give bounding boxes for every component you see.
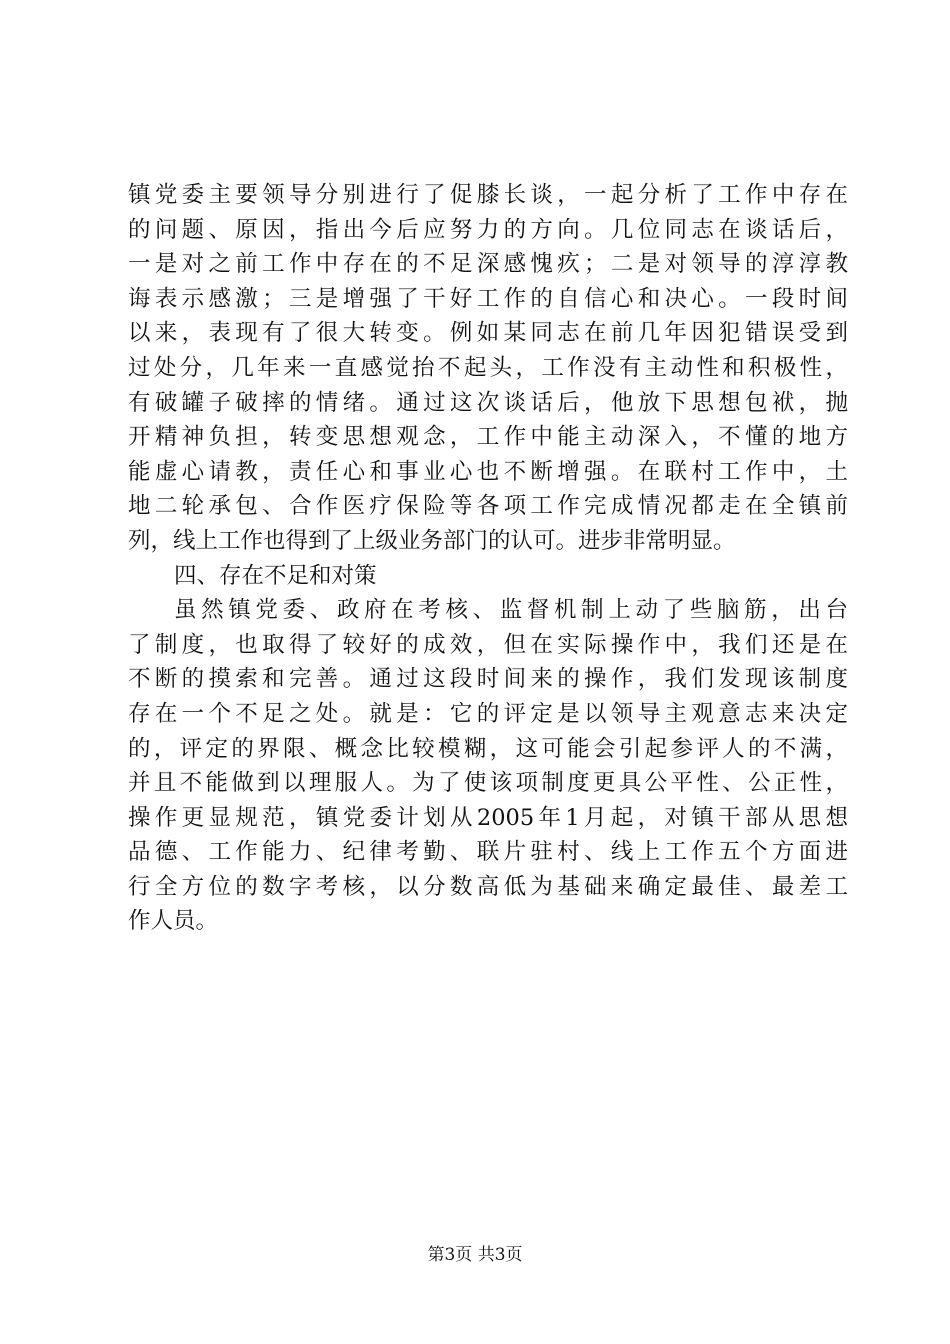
- paragraph-line: 诲表示感激；三是增强了干好工作的自信心和决心。一段时间: [128, 285, 848, 312]
- paragraph-line: 过处分，几年来一直感觉抬不起头，工作没有主动性和积极性，: [128, 354, 848, 381]
- paragraph-line: 的，评定的界限、概念比较模糊，这可能会引起参评人的不满，: [128, 735, 848, 762]
- paragraph-line: 能虚心请教，责任心和事业心也不断增强。在联村工作中，土: [128, 458, 848, 485]
- document-body: [128, 178, 848, 939]
- paragraph-line: 地二轮承包、合作医疗保险等各项工作完成情况都走在全镇前: [128, 493, 848, 520]
- paragraph-line: 有破罐子破摔的情绪。通过这次谈话后，他放下思想包袱，抛: [128, 389, 848, 416]
- paragraph-line: 列，线上工作也得到了上级业务部门的认可。进步非常明显。: [128, 527, 736, 554]
- paragraph-line: 操作更显规范，镇党委计划从2005年1月起，对镇干部从思想: [128, 804, 848, 831]
- paragraph-line: 一是对之前工作中存在的不足深感愧疚；二是对领导的淳淳教: [128, 251, 848, 278]
- paragraph-line: 了制度，也取得了较好的成效，但在实际操作中，我们还是在: [128, 631, 848, 658]
- paragraph-line: 并且不能做到以理服人。为了使该项制度更具公平性、公正性，: [128, 770, 848, 797]
- paragraph-line: 品德、工作能力、纪律考勤、联片驻村、线上工作五个方面进: [128, 839, 848, 866]
- paragraph-line: 的问题、原因，指出今后应努力的方向。几位同志在谈话后，: [128, 216, 848, 243]
- paragraph-line: 开精神负担，转变思想观念，工作中能主动深入，不懂的地方: [128, 424, 848, 451]
- paragraph-line: 虽然镇党委、政府在考核、监督机制上动了些脑筋，出台: [174, 597, 848, 624]
- page-number-footer: 第3页 共3页: [427, 1245, 523, 1265]
- paragraph-line: 不断的摸索和完善。通过这段时间来的操作，我们发现该制度: [128, 666, 848, 693]
- paragraph-line: 存在一个不足之处。就是：它的评定是以领导主观意志来决定: [128, 700, 848, 727]
- paragraph-line: 镇党委主要领导分别进行了促膝长谈，一起分析了工作中存在: [128, 182, 848, 208]
- paragraph-line: 以来，表现有了很大转变。例如某同志在前几年因犯错误受到: [128, 320, 848, 347]
- paragraph-line: 行全方位的数字考核，以分数高低为基础来确定最佳、最差工: [128, 873, 848, 900]
- section-heading: 四、存在不足和对策: [174, 562, 377, 589]
- paragraph-line: 作人员。: [128, 908, 219, 935]
